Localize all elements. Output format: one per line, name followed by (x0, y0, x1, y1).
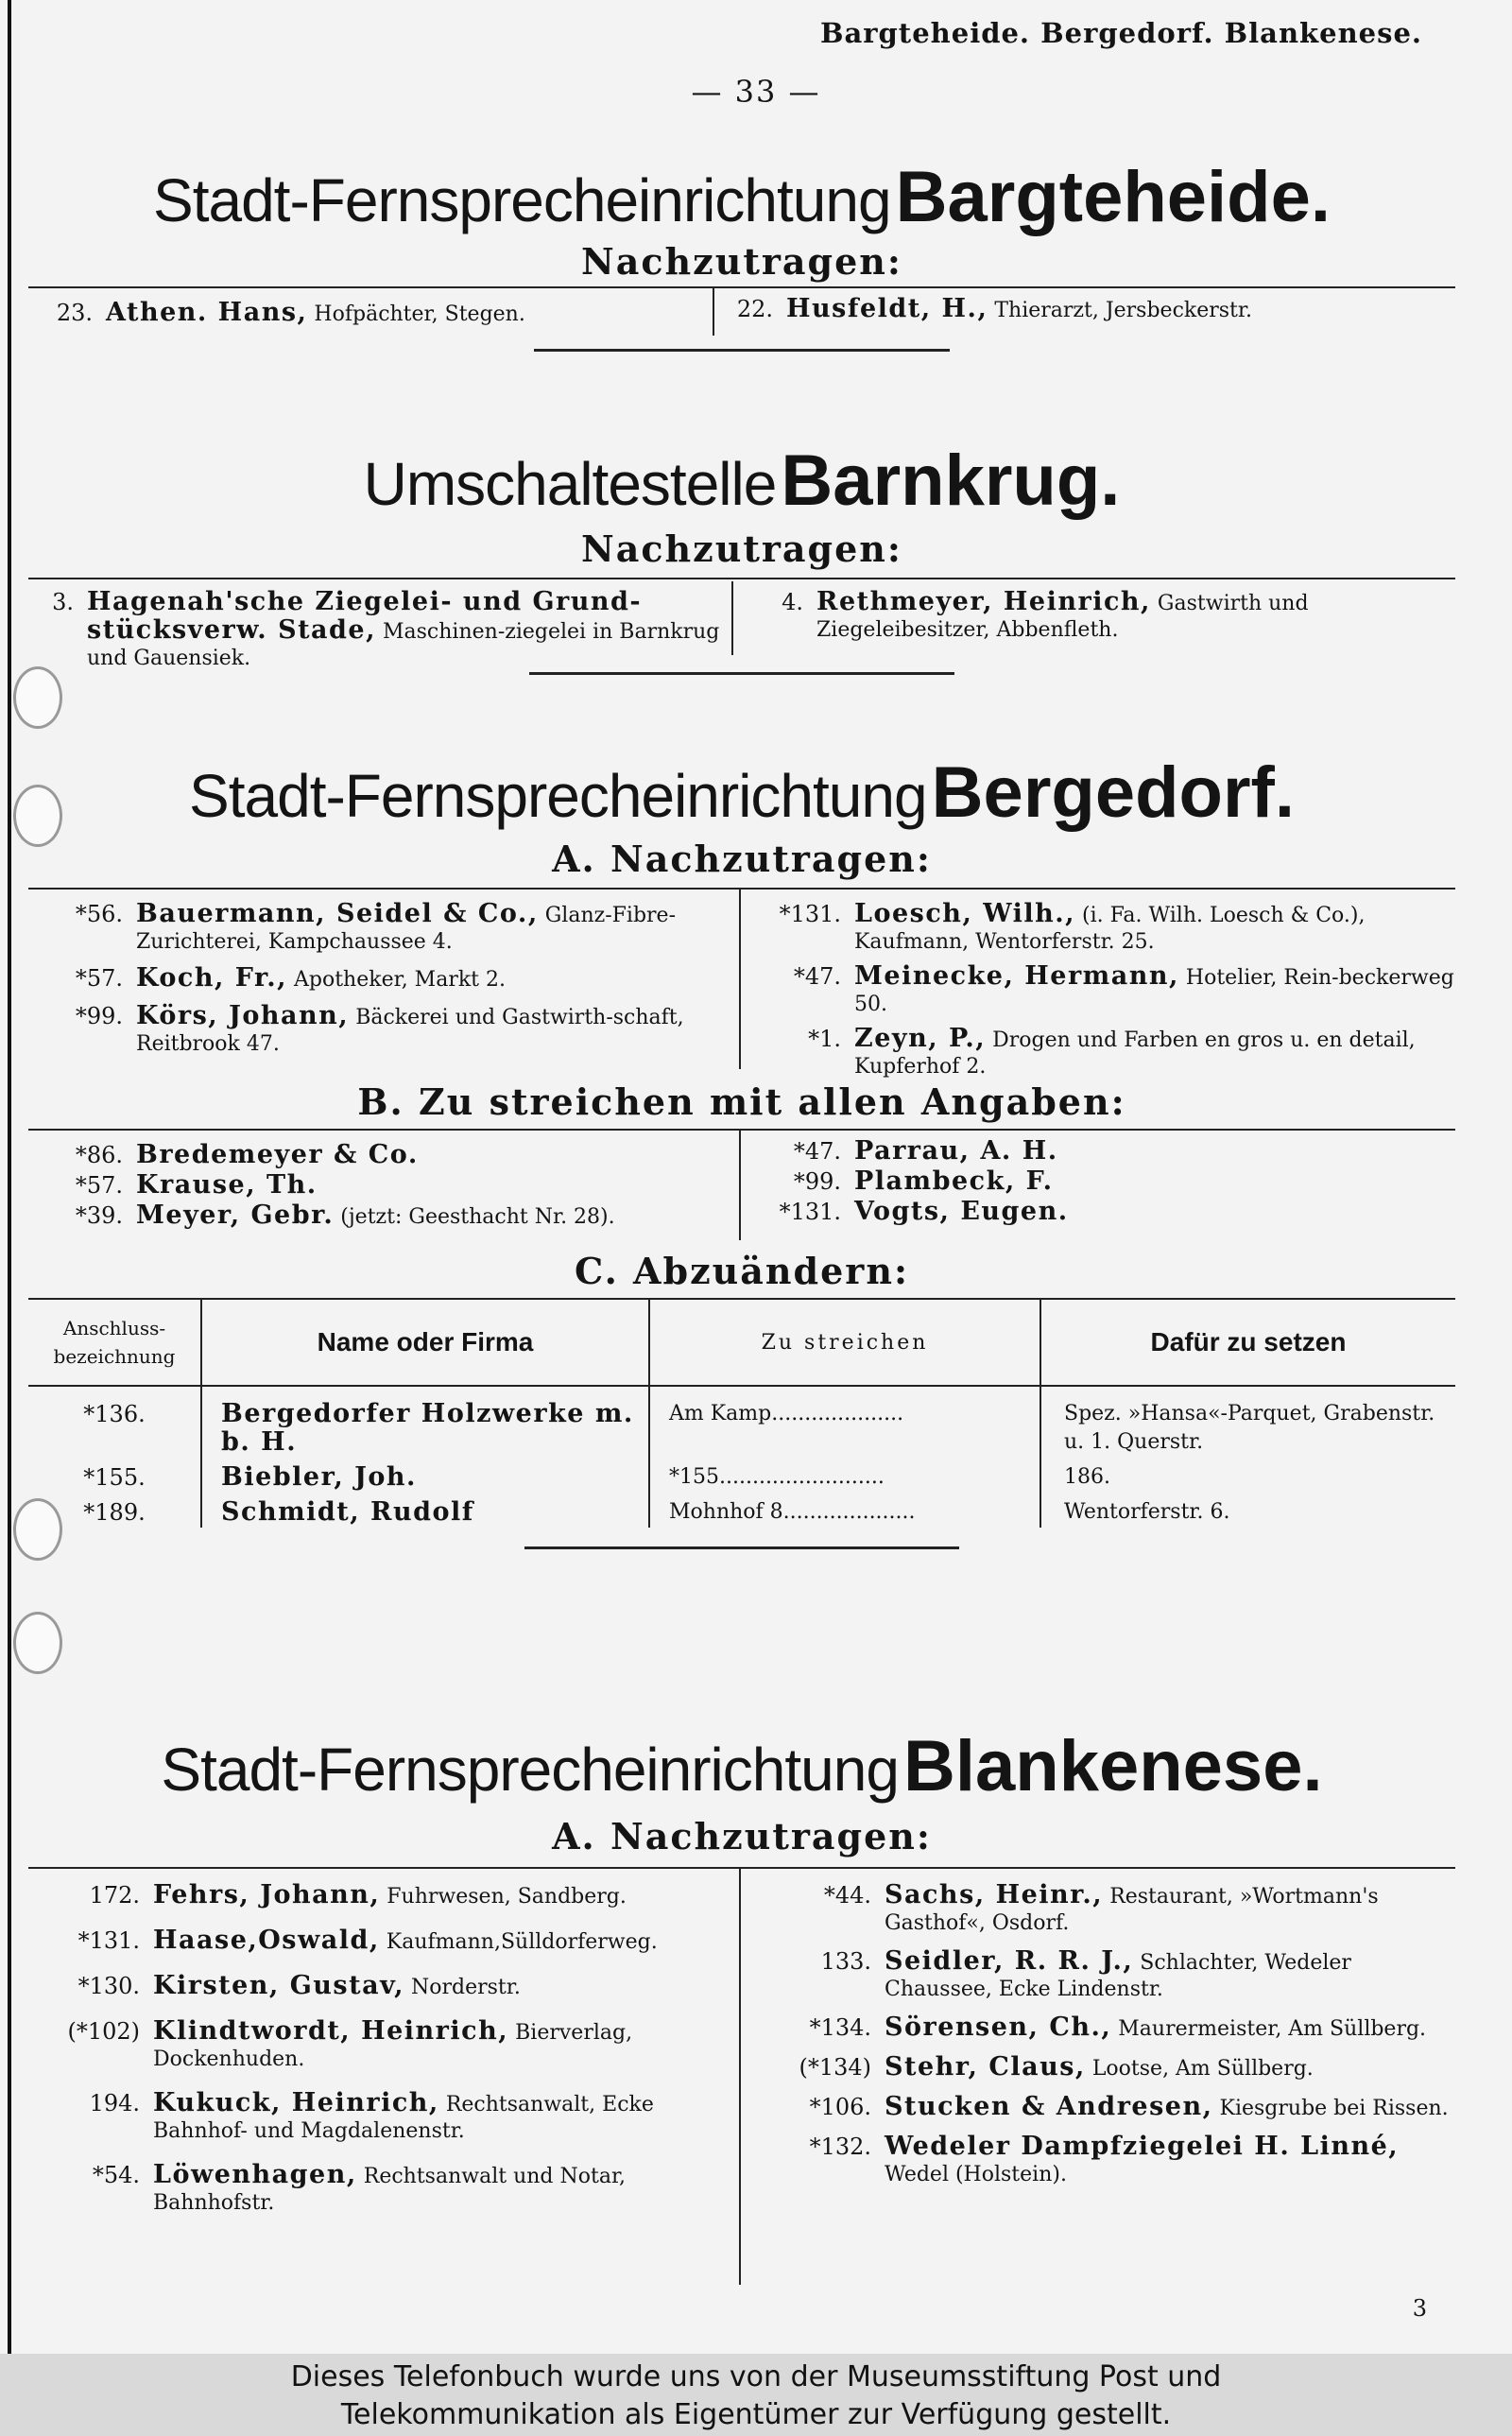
entry-number: 3. (52, 589, 74, 615)
entry-number: *132. (809, 2134, 871, 2160)
entry-description: Hofpächter, Stegen. (314, 302, 525, 326)
entry-description: Rechtsanwalt, Ecke Bahnhof- und Magdalenenstr. (153, 2093, 654, 2143)
column-divider (739, 1869, 741, 2285)
entry-name: Bauermann, Seidel & Co., (136, 899, 539, 928)
list-item (28, 1172, 728, 1201)
right-column (747, 1869, 1455, 2294)
list-item (767, 2054, 1455, 2082)
entry-number: (*102) (67, 2018, 140, 2045)
list-item (767, 2094, 1455, 2122)
entry-number: 4. (782, 589, 803, 615)
list-item (28, 965, 718, 993)
list-item (756, 901, 1455, 956)
list-item (767, 2014, 1455, 2043)
entry-name: Vogts, Eugen. (854, 1197, 1069, 1226)
list-item (28, 1973, 733, 2001)
entry-number: 194. (89, 2090, 140, 2116)
column-divider (739, 1131, 741, 1240)
entry-name: Husfeldt, H., (786, 294, 988, 323)
section-barnkrug (28, 440, 1455, 675)
entry-name: Plambeck, F. (854, 1166, 1054, 1196)
cell-name: Bergedorfer Holzwerke m. b. H. (201, 1386, 649, 1458)
subheading-b: B. Zu streichen mit allen Angaben: (357, 1080, 1126, 1123)
cell-anschluss: *155. (83, 1464, 146, 1491)
entry-description: Kaufmann,Sülldorferweg. (386, 1930, 658, 1954)
entry-description: Kiesgrube bei Rissen. (1219, 2097, 1449, 2120)
entry-name: Parrau, A. H. (854, 1136, 1058, 1166)
entry-name: Zeyn, P., (854, 1024, 987, 1053)
table-row (28, 1458, 1455, 1493)
list-item (28, 2018, 733, 2073)
entry-name: Sachs, Heinr., (885, 1880, 1104, 1909)
entry-number: *86. (75, 1142, 123, 1168)
list-item (756, 963, 1455, 1018)
column-divider (713, 288, 714, 336)
entry-number: *131. (779, 1199, 841, 1225)
entry-name: Hagenah'sche Ziegelei- und Grund-stücksverw. Stade, (87, 587, 643, 645)
list-item (28, 1882, 733, 1910)
entry-number: 22. (736, 296, 773, 322)
list-item (756, 1138, 1455, 1166)
col-header-anschluss: Anschluss-bezeichnung (28, 1300, 201, 1386)
sheet-number: 3 (1412, 2295, 1427, 2322)
table-row (28, 1493, 1455, 1528)
left-column (28, 890, 728, 1077)
entry-name: Klindtwordt, Heinrich, (153, 2016, 509, 2046)
entry-number: 23. (56, 300, 93, 326)
section-blankenese (28, 1725, 1455, 2294)
left-column (28, 1131, 728, 1244)
entry-name: Koch, Fr., (136, 963, 287, 993)
entry-number: 133. (820, 1948, 871, 1975)
entry-name: Bredemeyer & Co. (136, 1140, 419, 1169)
cell-anschluss: *136. (83, 1401, 146, 1427)
entry-number: *39. (75, 1202, 123, 1229)
entry-number: *44. (823, 1882, 871, 1909)
section-bergedorf (28, 752, 1455, 1549)
entry-number: *99. (793, 1168, 841, 1195)
entry-description: Gastwirth und Ziegeleibesitzer, Abbenfleth. (816, 592, 1309, 642)
cell-anschluss: *189. (83, 1499, 146, 1526)
list-item (28, 1142, 728, 1170)
entry-description: Norderstr. (410, 1976, 521, 1999)
entry-columns (28, 579, 1455, 670)
entry-description: Lootse, Am Süllberg. (1091, 2057, 1314, 2081)
list-item (767, 1882, 1455, 1937)
entry-number: *134. (809, 2014, 871, 2041)
list-item (28, 2162, 733, 2217)
list-item (28, 1003, 718, 1058)
cell-streichen: *155......................... (649, 1458, 1040, 1493)
right-column (728, 890, 1455, 1077)
entry-name: Meyer, Gebr. (136, 1201, 335, 1230)
cell-setzen: Wentorferstr. 6. (1040, 1493, 1455, 1528)
subheading-a: A. Nachzutragen: (552, 1815, 932, 1857)
entry-number: *57. (75, 965, 123, 992)
entry-description: Schlachter, Wedeler Chaussee, Ecke Lindenstr. (885, 1951, 1351, 2001)
entry-columns (28, 288, 1455, 341)
entry-description: Maschinen-ziegelei in Barnkrug und Gauensiek. (87, 620, 720, 670)
list-item (28, 300, 718, 328)
list-item (765, 589, 1455, 644)
entry-name: Meinecke, Hermann, (854, 961, 1179, 991)
list-item (756, 1168, 1455, 1197)
entry-description: Restaurant, »Wortmann's Gasthof«, Osdorf. (885, 1885, 1379, 1935)
entry-description: (jetzt: Geesthacht Nr. 28). (340, 1205, 615, 1229)
right-column (737, 579, 1455, 661)
entry-name: Fehrs, Johann, (153, 1880, 381, 1909)
entry-number: *47. (793, 1138, 841, 1165)
divider (529, 672, 954, 675)
subheading: Nachzutragen: (581, 527, 902, 570)
entry-number: *99. (75, 1003, 123, 1029)
entry-number: 172. (89, 1882, 140, 1909)
col-header-setzen: Dafür zu setzen (1040, 1300, 1455, 1386)
entry-number: *131. (77, 1927, 140, 1954)
entry-number: *1. (808, 1026, 841, 1052)
footer-line-1: Dieses Telefonbuch wurde uns von der Museumsstiftung Post und (290, 2360, 1222, 2393)
section-title: Stadt-Fernsprecheinrichtung Bergedorf. (189, 752, 1295, 833)
entry-description: Fuhrwesen, Sandberg. (387, 1885, 627, 1909)
right-column (728, 1131, 1455, 1244)
entry-name: Athen. Hans, (106, 298, 308, 327)
change-table (28, 1300, 1455, 1528)
entry-description: Bäckerei und Gastwirth-schaft, Reitbrook 47. (136, 1006, 684, 1056)
entry-columns (28, 1869, 1455, 2294)
entry-description: Drogen und Farben en gros u. en detail, Kupferhof 2. (854, 1028, 1416, 1079)
entry-number: *47. (793, 963, 841, 990)
entry-description: Wedel (Holstein). (885, 2163, 1067, 2186)
entry-description: Bierverlag, Dockenhuden. (153, 2021, 633, 2071)
entry-name: Rethmeyer, Heinrich, (816, 587, 1151, 616)
entry-name: Kirsten, Gustav, (153, 1971, 404, 2000)
page-number: — 33 — (691, 74, 821, 110)
running-head: Bargteheide. Bergedorf. Blankenese. (819, 17, 1422, 49)
section-title: Stadt-Fernsprecheinrichtung Bargteheide. (153, 157, 1331, 237)
entry-name: Wedeler Dampfziegelei H. Linné, (885, 2132, 1400, 2161)
archive-footer (0, 2354, 1512, 2436)
left-column (28, 579, 737, 670)
cell-name: Biebler, Joh. (201, 1458, 649, 1493)
entry-name: Sörensen, Ch., (885, 2013, 1112, 2042)
cell-setzen: 186. (1040, 1458, 1455, 1493)
list-item (767, 2134, 1455, 2188)
entry-number: (*134) (799, 2054, 871, 2081)
subheading-c: C. Abzuändern: (575, 1250, 909, 1292)
table-row (28, 1386, 1455, 1458)
entry-description: Hotelier, Rein-beckerweg 50. (854, 966, 1454, 1016)
list-item (28, 901, 718, 956)
section-bargteheide (28, 156, 1455, 352)
col-header-name: Name oder Firma (201, 1300, 649, 1386)
list-item (767, 1948, 1455, 2003)
entry-name: Körs, Johann, (136, 1001, 350, 1030)
entry-description: Rechtsanwalt und Notar, Bahnhofstr. (153, 2165, 627, 2215)
list-item (756, 1026, 1455, 1080)
right-column (718, 288, 1455, 341)
subheading-a: A. Nachzutragen: (552, 838, 932, 880)
divider (524, 1546, 959, 1549)
footer-line-2: Telekommunikation als Eigentümer zur Verfügung gestellt. (340, 2398, 1172, 2431)
list-item (28, 1927, 733, 1956)
cell-streichen: Am Kamp.................... (649, 1386, 1040, 1458)
left-column (28, 1869, 747, 2294)
entry-description: Thierarzt, Jersbeckerstr. (994, 299, 1252, 322)
entry-description: Apotheker, Markt 2. (294, 968, 506, 992)
entry-columns-b (28, 1131, 1455, 1244)
entry-name: Löwenhagen, (153, 2160, 357, 2189)
list-item (756, 1199, 1455, 1227)
entry-name: Seidler, R. R. J., (885, 1946, 1134, 1976)
entry-description: Maurermeister, Am Süllberg. (1118, 2017, 1427, 2041)
cell-streichen: Mohnhof 8.................... (649, 1493, 1040, 1528)
punch-hole-icon (13, 666, 62, 729)
left-column (28, 288, 718, 341)
column-divider (731, 581, 733, 655)
entry-name: Stucken & Andresen, (885, 2092, 1213, 2121)
entry-name: Haase,Oswald, (153, 1926, 380, 1955)
cell-setzen: Spez. »Hansa«-Parquet, Grabenstr. u. 1. Querstr. (1040, 1386, 1455, 1458)
entry-description: Glanz-Fibre-Zurichterei, Kampchaussee 4. (136, 904, 677, 954)
entry-name: Kukuck, Heinrich, (153, 2088, 439, 2117)
entry-number: *130. (77, 1973, 140, 1999)
punch-hole-icon (13, 1612, 62, 1674)
entry-number: *131. (779, 901, 841, 927)
entry-name: Krause, Th. (136, 1170, 318, 1200)
cell-name: Schmidt, Rudolf (201, 1493, 649, 1528)
section-title: Stadt-Fernsprecheinrichtung Blankenese. (161, 1726, 1323, 1806)
entry-columns-a (28, 890, 1455, 1077)
subheading: Nachzutragen: (581, 240, 902, 283)
entry-description: (i. Fa. Wilh. Loesch & Co.), Kaufmann, Wentorferstr. 25. (854, 904, 1366, 954)
entry-number: *57. (75, 1172, 123, 1199)
entry-number: *54. (92, 2162, 140, 2188)
entry-number: *56. (75, 901, 123, 927)
list-item (28, 2090, 733, 2145)
list-item (28, 1202, 728, 1231)
divider (534, 349, 950, 352)
column-divider (739, 890, 741, 1069)
col-header-streichen: Zu streichen (649, 1300, 1040, 1386)
entry-name: Loesch, Wilh., (854, 899, 1076, 928)
list-item (735, 296, 1455, 324)
list-item (28, 589, 726, 672)
entry-name: Stehr, Claus, (885, 2052, 1086, 2082)
section-title: Umschaltestelle Barnkrug. (363, 441, 1121, 521)
entry-number: *106. (809, 2094, 871, 2120)
